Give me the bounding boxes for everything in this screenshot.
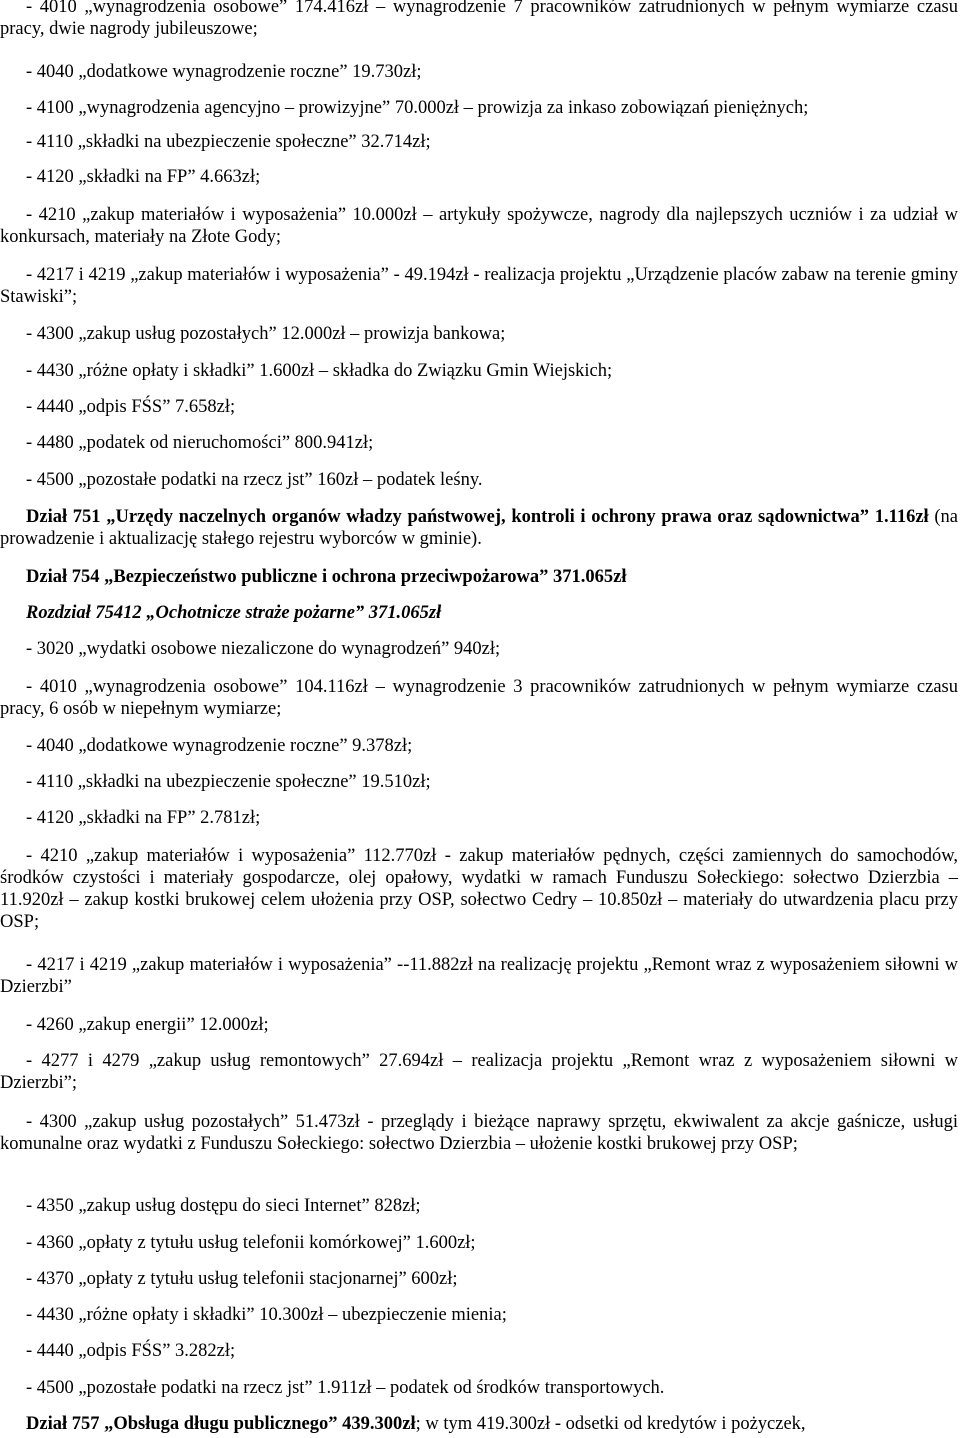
item-4217-4219-osp: - 4217 i 4219 „zakup materiałów i wyposażenia” --11.882zł na realizację projektu „Remont wraz z wyposażeniem siłowni w Dzierzbi”	[0, 955, 958, 997]
section-dzial-751	[0, 506, 958, 550]
item-4300-osp: - 4300 „zakup usług pozostałych” 51.473zł - przeglądy i bieżące naprawy sprzętu, ekwiwalent za akcje gaśnicze, usługi komunalne oraz wydatki z Funduszu Sołeckiego: sołectwo Dzierzbia – ułożenie kostki brukowej przy OSP;	[0, 1112, 958, 1154]
item-4110: - 4110 „składki na ubezpieczenie społeczne” 32.714zł;	[26, 132, 431, 152]
item-4120: - 4120 „składki na FP” 4.663zł;	[26, 167, 261, 187]
item-4430: - 4430 „różne opłaty i składki” 1.600zł – składka do Związku Gmin Wiejskich;	[26, 361, 613, 381]
item-4350-osp: - 4350 „zakup usług dostępu do sieci Internet” 828zł;	[26, 1196, 421, 1216]
item-4360-osp: - 4360 „opłaty z tytułu usług telefonii komórkowej” 1.600zł;	[26, 1233, 476, 1253]
item-3020: - 3020 „wydatki osobowe niezaliczone do wynagrodzeń” 940zł;	[26, 639, 501, 659]
section-dzial-757-heading: Dział 757 „Obsługa długu publicznego” 439.300zł	[26, 1414, 416, 1434]
item-4440-osp: - 4440 „odpis FŚS” 3.282zł;	[26, 1341, 236, 1361]
section-dzial-757-note: ; w tym 419.300zł - odsetki od kredytów i pożyczek,	[415, 1414, 806, 1434]
item-4300: - 4300 „zakup usług pozostałych” 12.000zł – prowizja bankowa;	[26, 324, 506, 344]
item-4500-osp: - 4500 „pozostałe podatki na rzecz jst” 1.911zł – podatek od środków transportowych.	[26, 1378, 665, 1398]
item-4110-osp: - 4110 „składki na ubezpieczenie społeczne” 19.510zł;	[26, 772, 431, 792]
item-4260-osp: - 4260 „zakup energii” 12.000zł;	[26, 1015, 269, 1035]
item-4040: - 4040 „dodatkowe wynagrodzenie roczne” 19.730zł;	[26, 62, 422, 82]
section-dzial-757	[26, 1413, 806, 1435]
item-4480: - 4480 „podatek od nieruchomości” 800.941zł;	[26, 433, 374, 453]
item-4430-osp: - 4430 „różne opłaty i składki” 10.300zł – ubezpieczenie mienia;	[26, 1305, 507, 1325]
section-dzial-754-heading: Dział 754 „Bezpieczeństwo publiczne i ochrona przeciwpożarowa” 371.065zł	[26, 567, 627, 587]
section-rozdzial-75412-heading: Rozdział 75412 „Ochotnicze straże pożarne” 371.065zł	[26, 603, 442, 623]
section-dzial-751-note: (na prowadzenie i aktualizację stałego rejestru wyborców w gminie).	[0, 507, 959, 549]
item-4010-osp: - 4010 „wynagrodzenia osobowe” 104.116zł – wynagrodzenie 3 pracowników zatrudnionych w pełnym wymiarze czasu pracy, 6 osób w niepełnym wymiarze;	[0, 677, 958, 719]
item-4500: - 4500 „pozostałe podatki na rzecz jst” 160zł – podatek leśny.	[26, 470, 483, 490]
item-4210: - 4210 „zakup materiałów i wyposażenia” 10.000zł – artykuły spożywcze, nagrody dla najlepszych uczniów i za udział w konkursach, materiały na Złote Gody;	[0, 205, 958, 247]
item-4440: - 4440 „odpis FŚS” 7.658zł;	[26, 397, 236, 417]
item-4370-osp: - 4370 „opłaty z tytułu usług telefonii stacjonarnej” 600zł;	[26, 1269, 458, 1289]
item-4010: - 4010 „wynagrodzenia osobowe” 174.416zł – wynagrodzenie 7 pracowników zatrudnionych w pełnym wymiarze czasu pracy, dwie nagrody jubileuszowe;	[0, 0, 958, 39]
item-4217-4219: - 4217 i 4219 „zakup materiałów i wyposażenia” - 49.194zł - realizacja projektu „Urządzenie placów zabaw na terenie gminy Stawiski”;	[0, 265, 958, 307]
item-4100: - 4100 „wynagrodzenia agencyjno – prowizyjne” 70.000zł – prowizja za inkaso zobowiązań pieniężnych;	[26, 98, 809, 118]
item-4277-4279-osp: - 4277 i 4279 „zakup usług remontowych” 27.694zł – realizacja projektu „Remont wraz z wyposażeniem siłowni w Dzierzbi”;	[0, 1051, 958, 1093]
item-4120-osp: - 4120 „składki na FP” 2.781zł;	[26, 808, 261, 828]
item-4210-osp: - 4210 „zakup materiałów i wyposażenia” 112.770zł - zakup materiałów pędnych, części zamiennych do samochodów, środków czystości i materiały gospodarcze, olej opałowy, wydatki w ramach Funduszu Sołeckiego: sołectwo Dzierzbia – 11.920zł – zakup kostki brukowej celem ułożenia przy OSP, sołectwo Cedry – 10.850zł – materiały do utwardzenia placu przy OSP;	[0, 846, 958, 932]
section-dzial-751-heading: Dział 751 „Urzędy naczelnych organów władzy państwowej, kontroli i ochrony prawa oraz sądownictwa” 1.116zł	[26, 507, 929, 527]
item-4040-osp: - 4040 „dodatkowe wynagrodzenie roczne” 9.378zł;	[26, 736, 413, 756]
